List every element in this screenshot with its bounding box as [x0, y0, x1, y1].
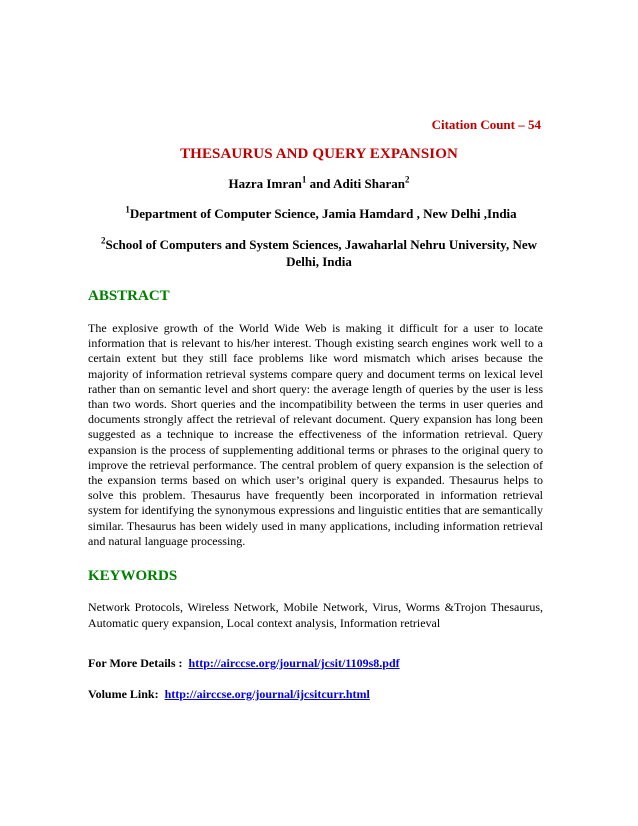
affiliation-2-text: School of Computers and System Sciences, Jawaharlal Nehru University, New Delhi, India	[105, 237, 537, 269]
volume-link-line	[88, 687, 370, 702]
more-details-line	[88, 656, 400, 671]
author-connector: and	[306, 176, 334, 191]
affiliation-1-text: Department of Computer Science, Jamia Hamdard , New Delhi ,India	[129, 206, 517, 221]
author-line	[0, 176, 638, 192]
affiliation-1	[96, 206, 546, 222]
abstract-body: The explosive growth of the World Wide Web is making it difficult for a user to locate information that is relevant to his/her interest. Though existing search engines work well to a certain extent but they still face problems like word mismatch which arises because the majority of information retrieval systems compare query and document terms on lexical level rather than on semantic level and short query: the average length of queries by the user is less than two words. Short queries and the incompatibility between the terms in user queries and documents strongly affect the retrieval of relevant document. Query expansion has long been suggested as a technique to increase the effectiveness of the information retrieval. Query expansion is the process of supplementing additional terms or phrases to the original query to improve the retrieval performance. The central problem of query expansion is the selection of the expansion terms based on which user’s original query is expanded. Thesaurus helps to solve this problem. Thesaurus have frequently been incorporated in information retrieval system for identifying the synonymous expressions and linguistic entities that are semantically similar. Thesaurus has been widely used in many applications, including information retrieval and natural language processing.	[88, 321, 543, 548]
citation-count: Citation Count – 54	[431, 117, 541, 132]
author-2-name: Aditi Sharan	[333, 176, 405, 191]
paper-title: THESAURUS AND QUERY EXPANSION	[180, 146, 458, 162]
affiliation-2-mark: 2	[100, 235, 106, 246]
keywords-body: Network Protocols, Wireless Network, Mobile Network, Virus, Worms &Trojon Thesaurus, Automatic query expansion, Local context analysis, Information retrieval	[88, 600, 543, 630]
volume-link-label: Volume Link:	[88, 687, 159, 701]
author-1-name: Hazra Imran	[228, 176, 302, 191]
author-2-affiliation-mark: 2	[404, 174, 410, 185]
author-1-affiliation-mark: 1	[301, 174, 307, 185]
more-details-link[interactable]: http://airccse.org/journal/jcsit/1109s8.pdf	[188, 656, 400, 670]
more-details-label: For More Details :	[88, 656, 183, 670]
abstract-heading: ABSTRACT	[88, 288, 170, 304]
affiliation-1-mark: 1	[125, 204, 130, 215]
affiliation-2	[88, 236, 550, 270]
volume-link[interactable]: http://airccse.org/journal/ijcsitcurr.html	[164, 687, 370, 701]
keywords-heading: KEYWORDS	[88, 568, 178, 584]
